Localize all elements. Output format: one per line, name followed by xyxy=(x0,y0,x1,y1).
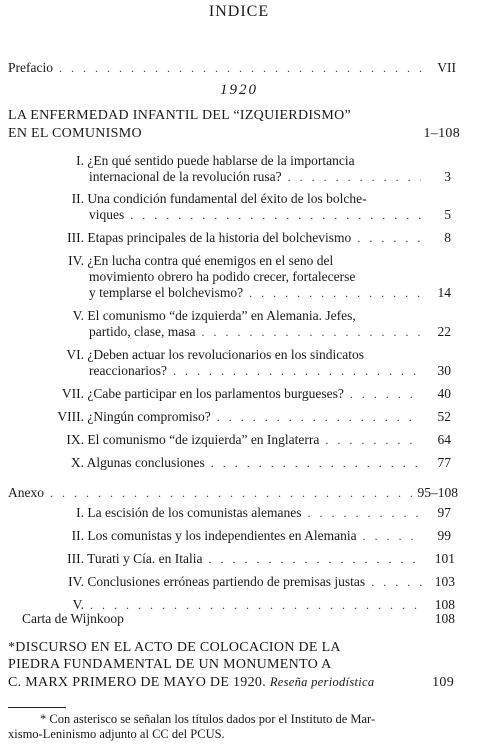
leader-dots xyxy=(350,386,421,402)
toc-entry-anexo[interactable] xyxy=(8,485,458,501)
leader-dots xyxy=(50,485,412,501)
toc-entry-main-work[interactable] xyxy=(8,125,460,142)
item-number: III. xyxy=(67,551,84,566)
leader-dots xyxy=(357,230,421,246)
item-title: La escisión de los comunistas alemanes xyxy=(87,505,302,520)
chapter-4-line3[interactable] xyxy=(89,285,451,301)
chapter-5-line2[interactable] xyxy=(89,324,451,340)
chapter-7[interactable] xyxy=(54,386,451,402)
chapter-number: II. xyxy=(71,191,84,206)
item-number: I. xyxy=(76,505,84,520)
item-page: 101 xyxy=(434,551,455,566)
chapter-number: VI. xyxy=(66,347,84,362)
chapter-number: VIII. xyxy=(57,409,84,424)
chapter-page: 3 xyxy=(444,169,451,184)
chapter-title: El comunismo “de izquierda” en Alemania. Jefes, xyxy=(87,308,356,323)
chapter-6-line2[interactable] xyxy=(89,363,451,379)
chapter-page: 64 xyxy=(437,432,451,447)
entry-label: Carta de Wijnkoop xyxy=(22,611,124,626)
toc-entry-prefacio[interactable] xyxy=(8,60,456,76)
anexo-item-1[interactable] xyxy=(54,505,451,521)
leader-dots xyxy=(130,207,421,223)
chapter-number: IV. xyxy=(68,253,84,268)
chapter-number: I. xyxy=(76,153,84,168)
entry-page: 108 xyxy=(434,611,455,626)
item-title: Los comunistas y los independientes en Alemania xyxy=(87,528,357,543)
chapter-page: 77 xyxy=(437,455,451,470)
chapter-page: 8 xyxy=(444,230,451,245)
chapter-title: ¿Ningún compromiso? xyxy=(87,409,211,424)
chapter-number: III. xyxy=(67,230,84,245)
entry-page: 109 xyxy=(432,675,454,690)
leader-dots xyxy=(371,574,425,590)
chapter-title: Etapas principales de la historia del bolchevismo xyxy=(87,230,352,245)
anexo-item-4[interactable] xyxy=(54,574,455,590)
leader-dots xyxy=(211,455,421,471)
chapter-1-line1[interactable] xyxy=(54,153,355,169)
item-page: 103 xyxy=(434,574,455,589)
leader-dots xyxy=(59,60,426,76)
discurso-line1[interactable]: *DISCURSO EN EL ACTO DE COLOCACION DE LA xyxy=(8,640,341,655)
chapter-title: ¿Cabe participar en los parlamentos burgueses? xyxy=(87,386,344,401)
leader-dots xyxy=(249,285,421,301)
chapter-title: ¿En lucha contra qué enemigos en el seno del xyxy=(87,253,334,268)
chapter-5-line1[interactable] xyxy=(54,308,356,324)
discurso-line2[interactable]: PIEDRA FUNDAMENTAL DE UN MONUMENTO A xyxy=(8,657,332,672)
anexo-item-3[interactable] xyxy=(54,551,455,567)
anexo-item-2[interactable] xyxy=(54,528,451,544)
entry-page: 1–108 xyxy=(423,126,460,141)
leader-dots xyxy=(201,324,421,340)
item-number: IV. xyxy=(68,574,84,589)
chapter-page: 40 xyxy=(437,386,451,401)
chapter-8[interactable] xyxy=(54,409,451,425)
chapter-title: El comunismo “de izquierda” en Inglaterra xyxy=(87,432,320,447)
leader-dots xyxy=(307,505,421,521)
chapter-page: 5 xyxy=(444,207,451,222)
toc-entry-discurso[interactable] xyxy=(8,674,454,691)
item-page: 99 xyxy=(437,528,451,543)
chapter-page: 22 xyxy=(437,324,451,339)
leader-dots xyxy=(363,528,421,544)
leader-dots xyxy=(325,432,421,448)
chapter-title: ¿Deben actuar los revolucionarios en los sindicatos xyxy=(87,347,365,362)
leader-dots xyxy=(209,551,426,567)
chapter-2-line1[interactable] xyxy=(54,191,367,207)
chapter-title: Una condición fundamental del éxito de los bolche- xyxy=(87,191,367,206)
chapter-number: VII. xyxy=(61,386,84,401)
chapter-4-line1[interactable] xyxy=(54,253,333,269)
item-number: V. xyxy=(72,597,84,612)
chapter-title-cont: viques xyxy=(89,207,125,222)
entry-label: Prefacio xyxy=(8,60,53,75)
chapter-4-line2[interactable]: movimiento obrero ha podido crecer, fortalecerse xyxy=(89,269,356,284)
discurso-line3: C. MARX PRIMERO DE MAYO DE 1920. xyxy=(8,675,266,690)
chapter-title: ¿En qué sentido puede hablarse de la importancia xyxy=(87,153,355,168)
chapter-page: 14 xyxy=(437,285,451,300)
item-page: 108 xyxy=(434,597,455,612)
item-number: II. xyxy=(71,528,84,543)
main-work-title-line1[interactable]: LA ENFERMEDAD INFANTIL DEL “IZQUIERDISMO” xyxy=(8,108,352,123)
chapter-2-line2[interactable] xyxy=(89,207,451,223)
entry-page: 95–108 xyxy=(417,485,458,500)
chapter-title-cont: partido, clase, masa xyxy=(89,324,196,339)
footnote-divider xyxy=(8,707,66,708)
main-work-title-line2: EN EL COMUNISMO xyxy=(8,126,142,141)
chapter-page: 52 xyxy=(437,409,451,424)
year-heading: 1920 xyxy=(220,82,258,98)
item-page: 97 xyxy=(437,505,451,520)
leader-dots xyxy=(173,363,421,379)
entry-page: VII xyxy=(437,60,456,75)
chapter-10[interactable] xyxy=(54,455,451,471)
chapter-title-cont: internacional de la revolución rusa? xyxy=(89,169,282,184)
chapter-title-cont: y templarse el bolchevismo? xyxy=(89,285,244,300)
toc-entry-carta[interactable] xyxy=(22,611,455,627)
chapter-title: Algunas conclusiones xyxy=(86,455,205,470)
chapter-3[interactable] xyxy=(54,230,451,246)
discurso-note: Reseña periodística xyxy=(269,675,375,689)
chapter-page: 30 xyxy=(437,363,451,378)
page-title: INDICE xyxy=(208,3,270,20)
entry-label: Anexo xyxy=(8,485,44,500)
chapter-6-line1[interactable] xyxy=(54,347,364,363)
item-title: Turati y Cía. en Italia xyxy=(87,551,203,566)
item-title: Conclusiones erróneas partiendo de premisas justas xyxy=(87,574,366,589)
chapter-number: V. xyxy=(72,308,84,323)
chapter-9[interactable] xyxy=(54,432,451,448)
chapter-1-line2[interactable] xyxy=(89,169,451,185)
leader-dots xyxy=(217,409,421,425)
chapter-title-cont: reaccionarios? xyxy=(89,363,167,378)
chapter-number: X. xyxy=(70,455,84,470)
footnote-line2: xismo-Leninismo adjunto al CC del PCUS. xyxy=(8,727,225,741)
leader-dots xyxy=(288,169,421,185)
chapter-number: IX. xyxy=(66,432,84,447)
footnote-line1: * Con asterisco se señalan los títulos dados por el Instituto de Mar- xyxy=(40,712,376,726)
